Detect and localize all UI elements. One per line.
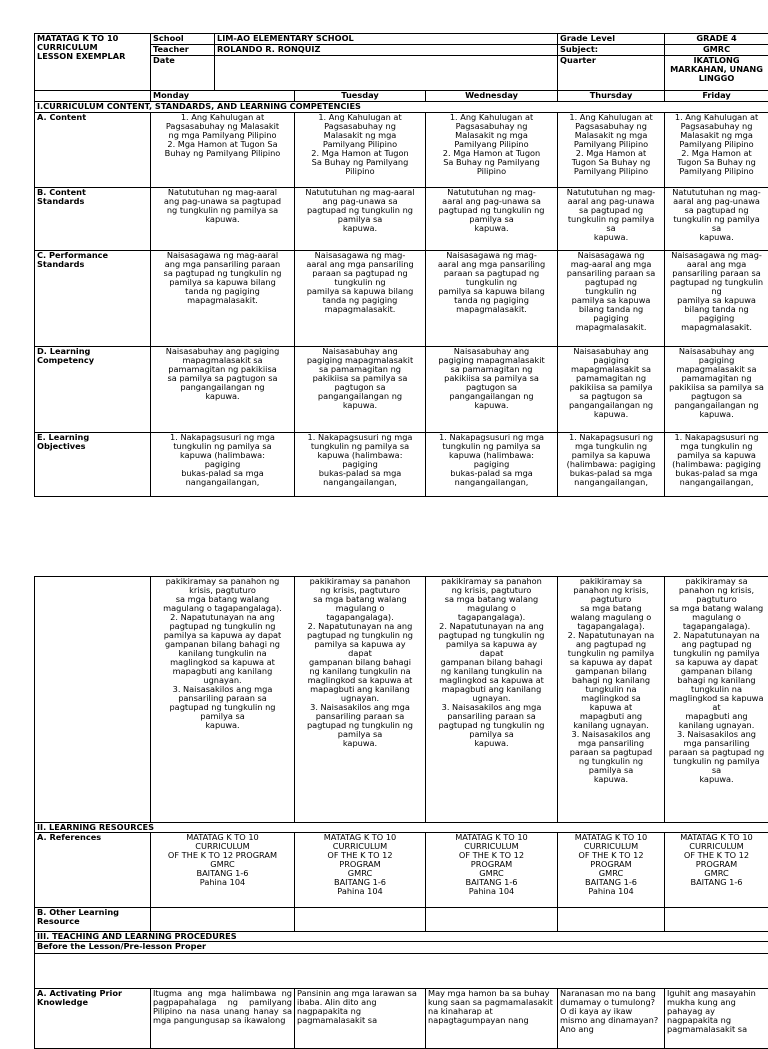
cell-wednesday [426,908,558,932]
day-header-blank [35,91,151,102]
cell-friday: Iguhit ang masayahin mukha kung ang pahayag ay nagpapakita ng pagmamalasakit sa [665,989,768,1049]
cell-tuesday: 1. Nakapagsusuri ng mga tungkulin ng pamilya sa kapuwa (halimbawa: pagiging bukas-palad sa mga nangangailangan, [295,433,426,497]
row-label: C. Performance Standards [35,251,151,347]
cell-thursday: 1. Ang Kahulugan at Pagsasabuhay ng Malasakit ng mga Pamilyang Pilipino 2. Mga Hamon at Tugon Sa Buhay ng Pamilyang Pilipino [558,113,665,188]
cell-tuesday [295,908,426,932]
cell-wednesday: Naisasabuhay ang pagiging mapagmalasakit sa pamamagitan ng pakikiisa sa pamilya sa pagtugon sa pangangailangan ng kapuwa. [426,347,558,433]
cell-thursday: pakikiramay sa panahon ng krisis, pagtuturo sa mga batang walang magulang o tagapangalaga). 2. Napatutunayan na ang pagtupad ng tungkulin ng pamilya sa kapuwa ay dapat gampanan bilang bahagi ng kanilang tungkulin na maglingkod sa kapuwa at mapagbuti ang kanilang ugnayan. 3. Naisasakilos ang mga pansariling paraan sa pagtupad ng tungkulin ng pamilya sa kapuwa. [558,577,665,823]
cell-thursday: Naisasagawa ng mag-aaral ang mga pansariling paraan sa pagtupad ng tungkulin ng pamilya sa kapuwa bilang tanda ng pagiging mapagmalasakit. [558,251,665,347]
cell-monday: Naisasagawa ng mag-aaral ang mga pansariling paraan sa pagtupad ng tungkulin ng pamilya sa kapuwa bilang tanda ng pagiging mapagmalasakit. [151,251,295,347]
quarter-value: IKATLONG MARKAHAN, UNANG LINGGO [665,56,768,91]
cell-wednesday: 1. Nakapagsusuri ng mga tungkulin ng pamilya sa kapuwa (halimbawa: pagiging bukas-palad sa mga nangangailangan, [426,433,558,497]
row-label: B. Other Learning Resource [35,908,151,932]
cell-friday: 1. Ang Kahulugan at Pagsasabuhay ng Malasakit ng mga Pamilyang Pilipino 2. Mga Hamon at Tugon Sa Buhay ng Pamilyang Pilipino [665,113,768,188]
date-label: Date [151,56,215,91]
row-learning-competency [35,347,768,433]
cell-monday: 1. Nakapagsusuri ng mga tungkulin ng pamilya sa kapuwa (halimbawa: pagiging bukas-palad sa mga nangangailangan, [151,433,295,497]
school-label: School [151,34,215,45]
cell-wednesday: Natututuhan ng mag- aaral ang pag-unawa sa pagtupad ng tungkulin ng pamilya sa kapuwa. [426,188,558,251]
cell-monday: Natututuhan ng mag-aaral ang pag-unawa sa pagtupad ng tungkulin ng pamilya sa kapuwa. [151,188,295,251]
row-label: A. References [35,833,151,908]
row-content-standards [35,188,768,251]
cell-wednesday: MATATAG K TO 10 CURRICULUM OF THE K TO 12 PROGRAM GMRC BAITANG 1-6 Pahina 104 [426,833,558,908]
row-label: A. Activating Prior Knowledge [35,989,151,1049]
cell-thursday: MATATAG K TO 10 CURRICULUM OF THE K TO 12 PROGRAM GMRC BAITANG 1-6 Pahina 104 [558,833,665,908]
day-tuesday: Tuesday [295,91,426,102]
lesson-page-1 [34,33,768,497]
cell-tuesday: Natututuhan ng mag-aaral ang pag-unawa sa pagtupad ng tungkulin ng pamilya sa kapuwa. [295,188,426,251]
cell-wednesday: May mga hamon ba sa buhay kung saan sa pagmamalasakit na kinaharap at napagtagumpayan nang [426,989,558,1049]
cell-friday: 1. Nakapagsusuri ng mga tungkulin ng pamilya sa kapuwa (halimbawa: pagiging bukas-palad sa mga nangangailangan, [665,433,768,497]
cell-tuesday: MATATAG K TO 10 CURRICULUM OF THE K TO 12 PROGRAM GMRC BAITANG 1-6 Pahina 104 [295,833,426,908]
lesson-page-2 [34,576,768,1049]
cell-thursday: Naranasan mo na bang dumamay o tumulong? O di kaya ay ikaw mismo ang dinamayan? Ano ang [558,989,665,1049]
row-label: A. Content [35,113,151,188]
cell-friday [665,908,768,932]
cell-friday: Naisasagawa ng mag- aaral ang mga pansariling paraan sa pagtupad ng tungkulin ng pamilya sa kapuwa bilang tanda ng pagiging mapagmalasakit. [665,251,768,347]
day-monday: Monday [151,91,295,102]
lesson-table-1 [34,33,768,497]
day-friday: Friday [665,91,768,102]
cell-wednesday: Naisasagawa ng mag- aaral ang mga pansariling paraan sa pagtupad ng tungkulin ng pamilya sa kapuwa bilang tanda ng pagiging mapagmalasakit. [426,251,558,347]
lesson-title: MATATAG K TO 10 CURRICULUM LESSON EXEMPLAR [35,34,151,91]
row-label: D. Learning Competency [35,347,151,433]
date-value [215,56,558,91]
cell-tuesday: pakikiramay sa panahon ng krisis, pagtuturo sa mga batang walang magulang o tagapangalaga). 2. Napatutunayan na ang pagtupad ng tungkulin ng pamilya sa kapuwa ay dapat gampanan bilang bahagi ng kanilang tungkulin na maglingkod sa kapuwa at mapagbuti ang kanilang ugnayan. 3. Naisasakilos ang mga pansariling paraan sa pagtupad ng tungkulin ng pamilya sa kapuwa. [295,577,426,823]
day-thursday: Thursday [558,91,665,102]
grade-value: GRADE 4 [665,34,768,45]
cell-thursday: Naisasabuhay ang pagiging mapagmalasakit sa pamamagitan ng pakikiisa sa pamilya sa pagtugon sa pangangailangan ng kapuwa. [558,347,665,433]
quarter-label: Quarter [558,56,665,91]
cell-wednesday: 1. Ang Kahulugan at Pagsasabuhay ng Malasakit ng mga Pamilyang Pilipino 2. Mga Hamon at Tugon Sa Buhay ng Pamilyang Pilipino [426,113,558,188]
cell-thursday [558,908,665,932]
cell-monday: Itugma ang mga halimbawa ng pagpapahalaga ng pamilyang Pilipino na nasa unang hanay sa mga pangungusap sa ikawalong [151,989,295,1049]
row-other-resources [35,908,768,932]
school-value: LIM-AO ELEMENTARY SCHOOL [215,34,558,45]
day-wednesday: Wednesday [426,91,558,102]
cell-tuesday: 1. Ang Kahulugan at Pagsasabuhay ng Malasakit ng mga Pamilyang Pilipino 2. Mga Hamon at Tugon Sa Buhay ng Pamilyang Pilipino [295,113,426,188]
cell-thursday: 1. Nakapagsusuri ng mga tungkulin ng pamilya sa kapuwa (halimbawa: pagiging bukas-palad sa mga nangangailangan, [558,433,665,497]
row-learning-objectives [35,433,768,497]
blank-row [35,954,768,989]
cell-monday [151,908,295,932]
row-content [35,113,768,188]
cell-tuesday: Naisasabuhay ang pagiging mapagmalasakit sa pamamagitan ng pakikiisa sa pamilya sa pagtugon sa pangangailangan ng kapuwa. [295,347,426,433]
grade-label: Grade Level [558,34,665,45]
row-objectives-continued [35,577,768,823]
cell-monday: pakikiramay sa panahon ng krisis, pagtuturo sa mga batang walang magulang o tagapangalaga). 2. Napatutunayan na ang pagtupad ng tungkulin ng pamilya sa kapuwa ay dapat gampanan bilang bahagi ng kanilang tungkulin na maglingkod sa kapuwa at mapagbuti ang kanilang ugnayan. 3. Naisasakilos ang mga pansariling paraan sa pagtupad ng tungkulin ng pamilya sa kapuwa. [151,577,295,823]
teacher-value: ROLANDO R. RONQUIZ [215,45,558,56]
section-1-heading: I.CURRICULUM CONTENT, STANDARDS, AND LEARNING COMPETENCIES [35,102,768,113]
row-label [35,577,151,823]
cell-friday: pakikiramay sa panahon ng krisis, pagtuturo sa mga batang walang magulang o tagapangalaga). 2. Napatutunayan na ang pagtupad ng tungkulin ng pamilya sa kapuwa ay dapat gampanan bilang bahagi ng kanilang tungkulin na maglingkod sa kapuwa at mapagbuti ang kanilang ugnayan. 3. Naisasakilos ang mga pansariling paraan sa pagtupad ng tungkulin ng pamilya sa kapuwa. [665,577,768,823]
section-3-heading: III. TEACHING AND LEARNING PROCEDURES [35,932,768,942]
teacher-label: Teacher [151,45,215,56]
cell-tuesday: Pansinin ang mga larawan sa ibaba. Alin dito ang nagpapakita ng pagmamalasakit sa [295,989,426,1049]
row-performance-standards [35,251,768,347]
subject-value: GMRC [665,45,768,56]
lesson-table-2 [34,576,768,1049]
cell-monday: 1. Ang Kahulugan at Pagsasabuhay ng Malasakit ng mga Pamilyang Pilipino 2. Mga Hamon at Tugon Sa Buhay ng Pamilyang Pilipino [151,113,295,188]
cell-monday: Naisasabuhay ang pagiging mapagmalasakit sa pamamagitan ng pakikiisa sa pamilya sa pagtugon sa pangangailangan ng kapuwa. [151,347,295,433]
cell-friday: MATATAG K TO 10 CURRICULUM OF THE K TO 12 PROGRAM GMRC BAITANG 1-6 [665,833,768,908]
row-activating-prior-knowledge [35,989,768,1049]
before-lesson-heading: Before the Lesson/Pre-lesson Proper [35,942,768,954]
cell-monday: MATATAG K TO 10 CURRICULUM OF THE K TO 12 PROGRAM GMRC BAITANG 1-6 Pahina 104 [151,833,295,908]
row-references [35,833,768,908]
section-2-heading: II. LEARNING RESOURCES [35,823,768,833]
row-label: E. Learning Objectives [35,433,151,497]
row-label: B. Content Standards [35,188,151,251]
cell-friday: Natututuhan ng mag- aaral ang pag-unawa sa pagtupad ng tungkulin ng pamilya sa kapuwa. [665,188,768,251]
cell-wednesday: pakikiramay sa panahon ng krisis, pagtuturo sa mga batang walang magulang o tagapangalaga). 2. Napatutunayan na ang pagtupad ng tungkulin ng pamilya sa kapuwa ay dapat gampanan bilang bahagi ng kanilang tungkulin na maglingkod sa kapuwa at mapagbuti ang kanilang ugnayan. 3. Naisasakilos ang mga pansariling paraan sa pagtupad ng tungkulin ng pamilya sa kapuwa. [426,577,558,823]
cell-friday: Naisasabuhay ang pagiging mapagmalasakit sa pamamagitan ng pakikiisa sa pamilya sa pagtugon sa pangangailangan ng kapuwa. [665,347,768,433]
cell-thursday: Natututuhan ng mag- aaral ang pag-unawa sa pagtupad ng tungkulin ng pamilya sa kapuwa. [558,188,665,251]
cell-tuesday: Naisasagawa ng mag- aaral ang mga pansariling paraan sa pagtupad ng tungkulin ng pamilya sa kapuwa bilang tanda ng pagiging mapagmalasakit. [295,251,426,347]
subject-label: Subject: [558,45,665,56]
